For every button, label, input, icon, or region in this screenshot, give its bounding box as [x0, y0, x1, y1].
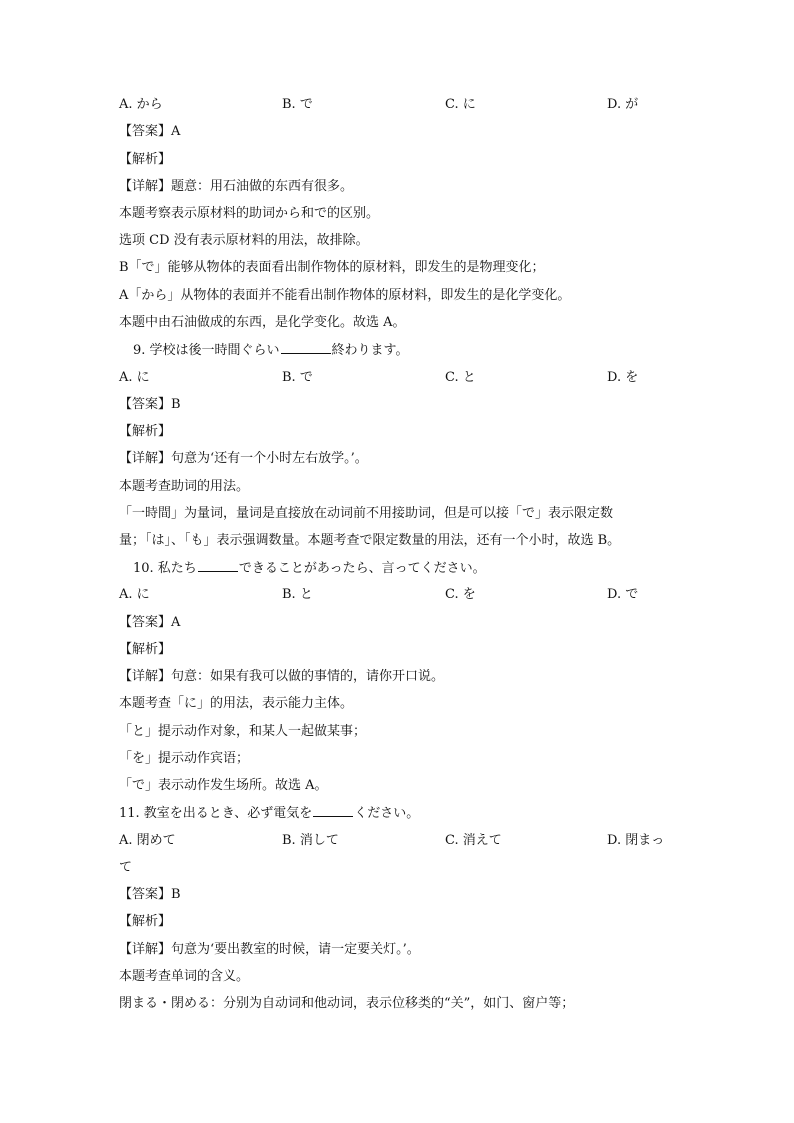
- q11-option-a: A. 閉めて: [119, 833, 176, 848]
- q9-stem-after: 終わります。: [331, 343, 409, 358]
- q9-detail: 【详解】句意为‘还有一个小时左右放学。’。: [119, 451, 368, 466]
- q10-explanation-line: 本题考查「に」的用法，表示能力主体。: [119, 696, 354, 711]
- q10-analysis-heading: 【解析】: [119, 642, 172, 657]
- q8-explanation-line: 本题考察表示原材料的助词から和で的区别。: [119, 206, 380, 221]
- q10-option-c: C. を: [445, 587, 476, 602]
- q10-stem-after: できることがあったら、言ってください。: [238, 561, 486, 576]
- q8-option-d: D. が: [607, 97, 639, 112]
- q8-analysis-heading: 【解析】: [119, 152, 172, 167]
- q9-explanation-line: 量；「は」、「も」表示强调数量。本题考查で限定数量的用法，还有一个小时，故选 B。: [119, 533, 621, 548]
- q9-option-b: B. で: [282, 370, 313, 385]
- q11-answer: 【答案】B: [119, 887, 181, 902]
- q11-option-c: C. 消えて: [445, 833, 502, 848]
- q10-explanation-line: 「と」提示动作对象，和某人一起做某事；: [119, 724, 367, 739]
- q10-stem-before: 10. 私たち: [133, 561, 197, 576]
- q11-analysis-heading: 【解析】: [119, 914, 172, 929]
- q9-blank: [281, 340, 331, 354]
- q10-explanation-line: 「を」提示动作宾语；: [119, 751, 250, 766]
- q8-option-b: B. で: [282, 97, 313, 112]
- q9-option-c: C. と: [445, 370, 476, 385]
- q10-stem: [133, 558, 676, 578]
- q11-blank: [313, 803, 353, 817]
- q9-explanation-line: 本题考查助词的用法。: [119, 479, 250, 494]
- q8-explanation-line: B「で」能够从物体的表面看出制作物体的原材料，即发生的是物理变化；: [119, 260, 545, 275]
- q11-stem-before: 11. 教室を出るとき、必ず電気を: [119, 806, 313, 821]
- q8-options: [119, 95, 676, 115]
- q9-options: [119, 368, 676, 388]
- q10-option-d: D. で: [607, 587, 639, 602]
- q10-option-b: B. と: [282, 587, 313, 602]
- q11-stem: [119, 803, 676, 823]
- q8-answer: 【答案】A: [119, 124, 181, 139]
- q9-explanation-line: 「一時間」为量词，量词是直接放在动词前不用接助词，但是可以接「で」表示限定数: [119, 506, 614, 521]
- q10-answer: 【答案】A: [119, 615, 181, 630]
- q8-option-c: C. に: [445, 97, 476, 112]
- q9-analysis-heading: 【解析】: [119, 424, 172, 439]
- q8-explanation-line: A「から」从物体的表面并不能看出制作物体的原材料，即发生的是化学变化。: [119, 288, 571, 303]
- q10-explanation-line: 「で」表示动作发生场所。故选 A。: [119, 778, 328, 793]
- q8-option-a: A. から: [119, 97, 163, 112]
- q11-stem-after: ください。: [354, 806, 420, 821]
- q11-option-d-wrap: て: [119, 860, 133, 875]
- q8-detail: 【详解】题意：用石油做的东西有很多。: [119, 179, 354, 194]
- q11-option-d: D. 閉まっ: [607, 833, 665, 848]
- q11-option-b: B. 消して: [282, 833, 339, 848]
- q10-options: [119, 585, 676, 605]
- q9-option-a: A. に: [119, 370, 150, 385]
- q10-blank: [198, 558, 238, 572]
- q11-explanation-line: 閉まる・閉める：分别为自动词和他动词，表示位移类的“关”，如门、窗户等；: [119, 996, 575, 1011]
- q10-option-a: A. に: [119, 587, 150, 602]
- q9-answer: 【答案】B: [119, 397, 181, 412]
- q9-stem-before: 9. 学校は後一時間ぐらい: [133, 343, 280, 358]
- q9-stem: [133, 340, 676, 360]
- q10-detail: 【详解】句意：如果有我可以做的事情的，请你开口说。: [119, 669, 445, 684]
- q11-detail: 【详解】句意为‘要出教室的时候，请一定要关灯。’。: [119, 942, 420, 957]
- q11-explanation-line: 本题考查单词的含义。: [119, 969, 250, 984]
- q8-explanation-line: 本题中由石油做成的东西，是化学变化。故选 A。: [119, 315, 406, 330]
- q9-option-d: D. を: [607, 370, 639, 385]
- q8-explanation-line: 选项 CD 没有表示原材料的用法，故排除。: [119, 233, 369, 248]
- q11-options: [119, 831, 676, 851]
